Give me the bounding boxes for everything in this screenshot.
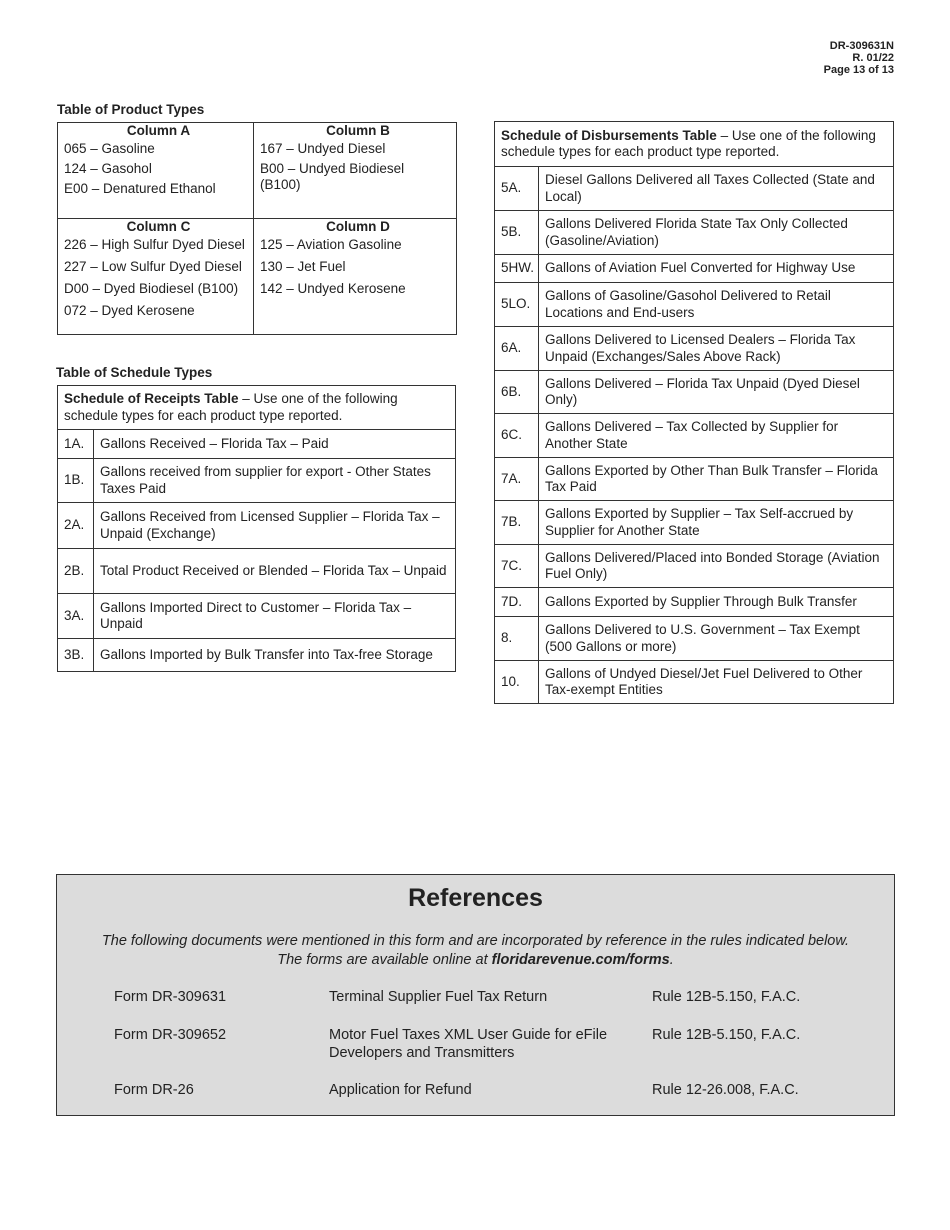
heading-bold: Schedule of Receipts Table [64, 391, 239, 406]
reference-form: Form DR-26 [114, 1082, 194, 1098]
product-item: 167 – Undyed Diesel [260, 141, 386, 156]
schedule-desc: Gallons Delivered to U.S. Government – Tax Exempt (500 Gallons or more) [539, 617, 894, 661]
column-heading: Column B [326, 123, 390, 138]
schedule-code: 2A. [58, 503, 94, 549]
schedule-desc: Gallons received from supplier for export - Other States Taxes Paid [94, 459, 456, 503]
schedule-code: 7A. [495, 458, 539, 501]
schedule-code: 6B. [495, 371, 539, 414]
table-row [58, 594, 456, 639]
schedule-desc: Gallons of Undyed Diesel/Jet Fuel Delivered to Other Tax-exempt Entities [539, 661, 894, 704]
product-item: 065 – Gasoline [64, 141, 155, 156]
product-item: 227 – Low Sulfur Dyed Diesel [64, 259, 242, 274]
column-heading: Column C [126, 219, 191, 234]
table-row [495, 545, 894, 588]
reference-rule: Rule 12B-5.150, F.A.C. [652, 1027, 801, 1043]
intro-line-2-suffix: . [669, 952, 674, 968]
schedule-code: 6A. [495, 327, 539, 371]
table-header-row [495, 122, 894, 167]
product-types-title: Table of Product Types [57, 102, 205, 117]
table-row [495, 327, 894, 371]
reference-rule: Rule 12-26.008, F.A.C. [652, 1082, 799, 1098]
table-row [58, 503, 456, 549]
schedule-desc: Gallons of Aviation Fuel Converted for Highway Use [539, 255, 894, 283]
schedule-desc: Gallons Delivered – Tax Collected by Supplier for Another State [539, 414, 894, 458]
schedule-code: 7C. [495, 545, 539, 588]
product-column-d [254, 219, 456, 334]
schedule-desc: Gallons Delivered – Florida Tax Unpaid (Dyed Diesel Only) [539, 371, 894, 414]
table-header-row [58, 386, 456, 430]
form-number: DR-309631N [829, 40, 894, 52]
schedule-desc: Gallons Delivered to Licensed Dealers – Florida Tax Unpaid (Exchanges/Sales Above Rack) [539, 327, 894, 371]
heading-rest: – Use one of the following schedule types for each product type reported. [501, 127, 876, 159]
schedule-code: 1A. [58, 430, 94, 459]
schedule-types-title: Table of Schedule Types [56, 365, 213, 380]
disbursements-table-heading [495, 122, 894, 167]
reference-title: Motor Fuel Taxes XML User Guide for eFile Developers and Transmitters [329, 1027, 608, 1061]
product-item: 142 – Undyed Kerosene [260, 281, 406, 296]
schedule-desc: Gallons Exported by Other Than Bulk Transfer – Florida Tax Paid [539, 458, 894, 501]
page-number: Page 13 of 13 [823, 64, 894, 76]
table-row [495, 414, 894, 458]
product-item: 125 – Aviation Gasoline [260, 237, 402, 252]
product-column-a [58, 123, 254, 219]
references-intro [57, 932, 894, 970]
schedule-code: 5B. [495, 211, 539, 255]
schedule-code: 5HW. [495, 255, 539, 283]
schedule-desc: Gallons Imported Direct to Customer – Florida Tax – Unpaid [94, 594, 456, 639]
table-row [495, 211, 894, 255]
table-row [495, 588, 894, 617]
schedule-desc: Gallons Delivered/Placed into Bonded Storage (Aviation Fuel Only) [539, 545, 894, 588]
intro-line-1: The following documents were mentioned in this form and are incorporated by reference in the rules indicated below. [101, 933, 850, 949]
intro-line-2-prefix: The forms are available online at [277, 952, 492, 968]
product-types-table [57, 122, 457, 335]
reference-form: Form DR-309631 [114, 989, 227, 1005]
receipts-table-heading [58, 386, 456, 430]
table-row [495, 617, 894, 661]
schedule-desc: Gallons Received – Florida Tax – Paid [94, 430, 456, 459]
table-row [495, 255, 894, 283]
disbursements-table [494, 121, 894, 704]
table-row [58, 430, 456, 459]
schedule-code: 7B. [495, 501, 539, 545]
schedule-code: 5LO. [495, 283, 539, 327]
schedule-desc: Gallons Received from Licensed Supplier – Florida Tax – Unpaid (Exchange) [94, 503, 456, 549]
schedule-desc: Total Product Received or Blended – Florida Tax – Unpaid [94, 549, 456, 594]
receipts-table [57, 385, 456, 672]
reference-rule: Rule 12B-5.150, F.A.C. [652, 989, 801, 1005]
schedule-desc: Gallons Exported by Supplier – Tax Self-accrued by Supplier for Another State [539, 501, 894, 545]
product-item: D00 – Dyed Biodiesel (B100) [64, 281, 239, 296]
reference-form: Form DR-309652 [114, 1027, 227, 1043]
schedule-code: 7D. [495, 588, 539, 617]
column-heading: Column D [326, 219, 390, 234]
table-row [495, 371, 894, 414]
schedule-desc: Diesel Gallons Delivered all Taxes Collected (State and Local) [539, 167, 894, 211]
schedule-code: 6C. [495, 414, 539, 458]
schedule-code: 1B. [58, 459, 94, 503]
schedule-code: 3A. [58, 594, 94, 639]
column-heading: Column A [126, 123, 191, 138]
schedule-code: 2B. [58, 549, 94, 594]
product-item: B00 – Undyed Biodiesel (B100) [260, 161, 405, 192]
forms-link[interactable]: floridarevenue.com/forms [491, 952, 670, 968]
table-row [58, 639, 456, 672]
table-row [495, 283, 894, 327]
product-column-b [254, 123, 456, 219]
table-row [495, 458, 894, 501]
references-box [56, 874, 895, 1116]
schedule-code: 3B. [58, 639, 94, 672]
schedule-code: 5A. [495, 167, 539, 211]
product-item: 130 – Jet Fuel [260, 259, 346, 274]
product-column-c [58, 219, 254, 334]
product-item: E00 – Denatured Ethanol [64, 181, 216, 196]
product-item: 124 – Gasohol [64, 161, 152, 176]
schedule-desc: Gallons Imported by Bulk Transfer into Tax-free Storage [94, 639, 456, 672]
table-row [58, 459, 456, 503]
product-item: 226 – High Sulfur Dyed Diesel [64, 237, 245, 252]
table-row [58, 549, 456, 594]
heading-bold: Schedule of Disbursements Table [501, 127, 717, 143]
schedule-code: 8. [495, 617, 539, 661]
schedule-desc: Gallons Delivered Florida State Tax Only Collected (Gasoline/Aviation) [539, 211, 894, 255]
form-revision: R. 01/22 [852, 52, 894, 64]
heading-rest: – Use one of the following schedule types for each product type reported. [64, 391, 398, 423]
reference-title: Terminal Supplier Fuel Tax Return [329, 989, 548, 1005]
reference-title: Application for Refund [329, 1082, 472, 1098]
intro-line-2 [57, 951, 894, 970]
table-row [495, 661, 894, 704]
table-row [495, 167, 894, 211]
schedule-code: 10. [495, 661, 539, 704]
table-row [495, 501, 894, 545]
schedule-desc: Gallons of Gasoline/Gasohol Delivered to Retail Locations and End-users [539, 283, 894, 327]
product-item: 072 – Dyed Kerosene [64, 303, 195, 318]
references-title: References [408, 884, 543, 912]
form-header [824, 40, 894, 76]
schedule-desc: Gallons Exported by Supplier Through Bulk Transfer [539, 588, 894, 617]
